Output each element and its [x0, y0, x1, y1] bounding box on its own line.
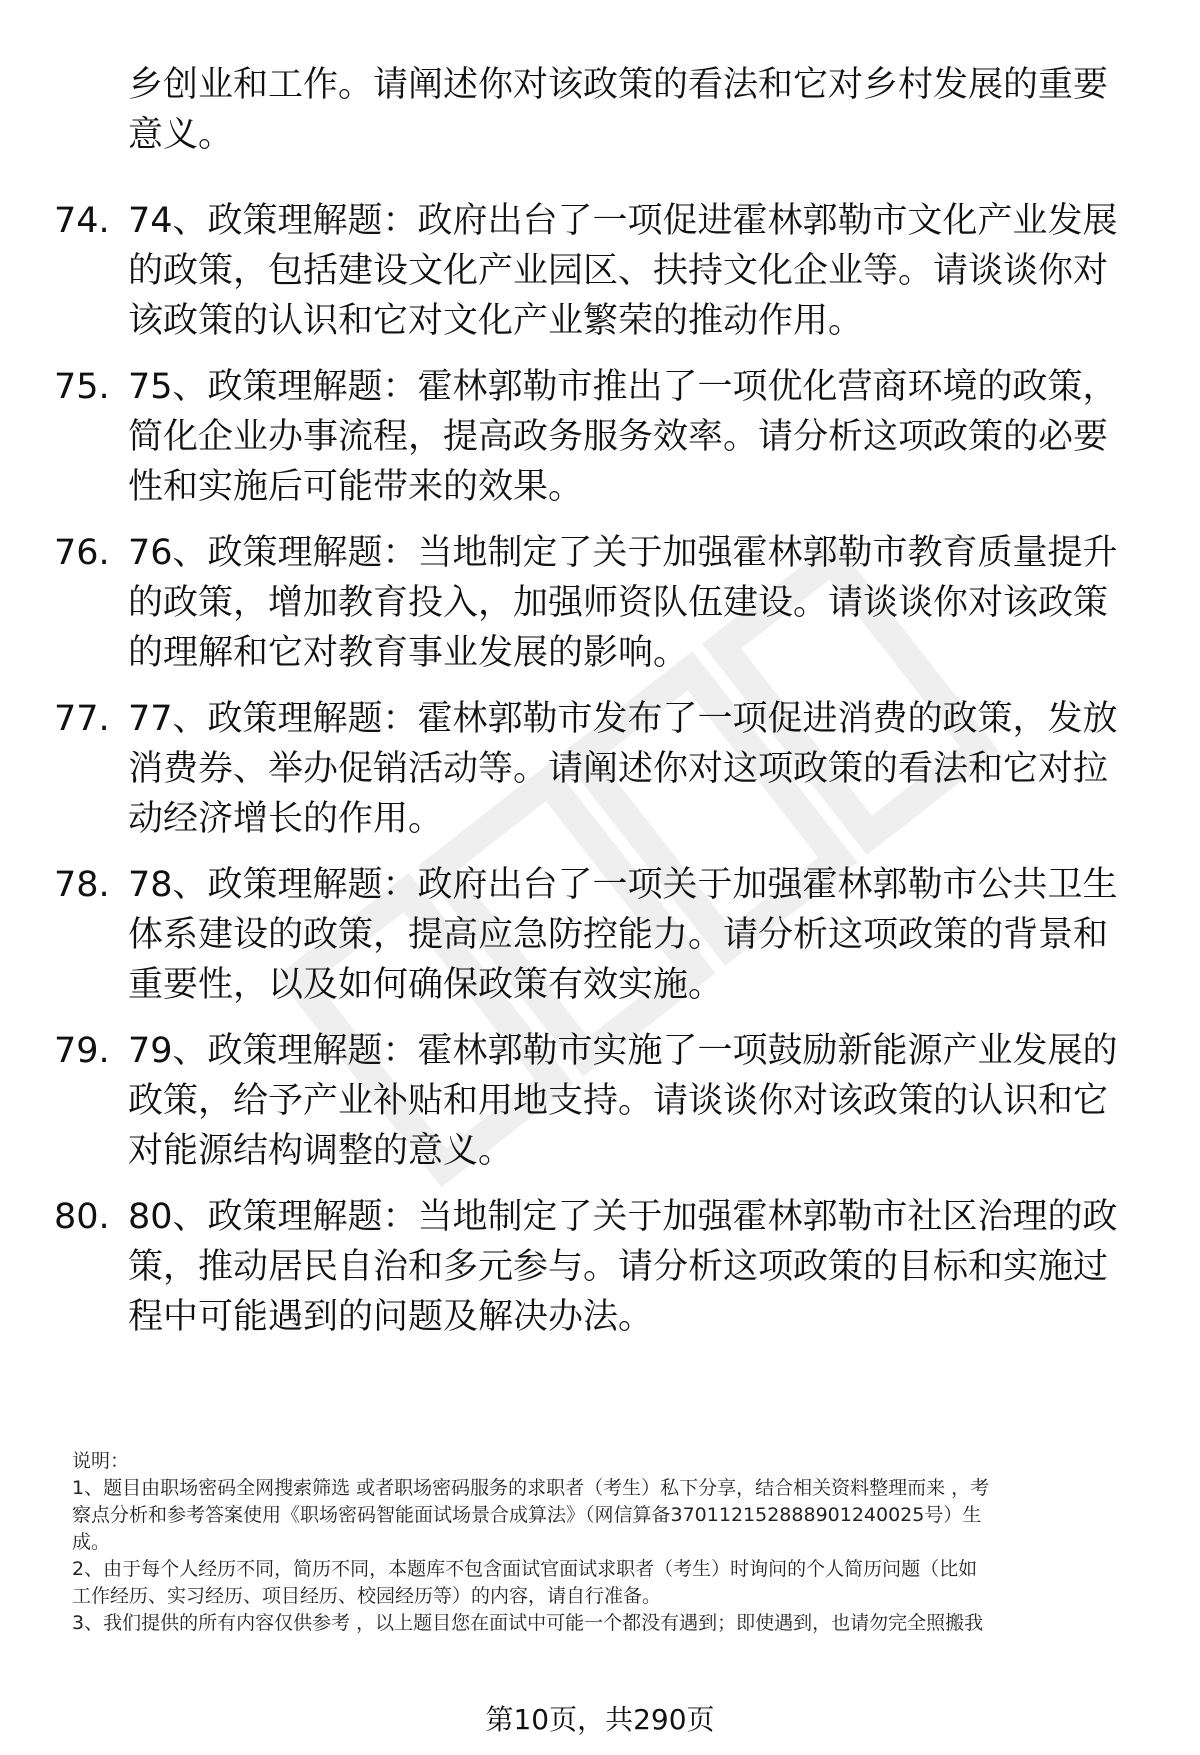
question-number: 75.	[54, 367, 110, 407]
list-item	[0, 528, 1200, 694]
question-number: 80.	[54, 1197, 110, 1237]
list-item	[0, 860, 1200, 1026]
list-item	[0, 196, 1200, 362]
question-text: 74、政策理解题：政府出台了一项促进霍林郭勒市文化产业发展 的政策，包括建设文化产业园区、扶持文化企业等。请谈谈你对 该政策的认识和它对文化产业繁荣的推动作用。	[128, 201, 1118, 341]
question-text: 75、政策理解题：霍林郭勒市推出了一项优化营商环境的政策， 简化企业办事流程，提高政务服务效率。请分析这项政策的必要 性和实施后可能带来的效果。	[128, 367, 1118, 507]
continued-question-text: 乡创业和工作。请阐述你对该政策的看法和它对乡村发展的重要 意义。	[128, 65, 1109, 155]
question-number: 79.	[54, 1031, 110, 1071]
question-list	[0, 196, 1200, 1358]
list-item	[0, 362, 1200, 528]
question-number: 76.	[54, 533, 110, 573]
question-text: 79、政策理解题：霍林郭勒市实施了一项鼓励新能源产业发展的 政策，给予产业补贴和用地支持。请谈谈你对该政策的认识和它 对能源结构调整的意义。	[128, 1031, 1118, 1171]
notes-title: 说明：	[72, 1450, 130, 1472]
question-number: 78.	[54, 865, 110, 905]
note-item: 3、我们提供的所有内容仅供参考 ，以上题目您在面试中可能一个都没有遇到；即使遇到，也请勿完全照搬我	[72, 1612, 984, 1634]
note-item: 2、由于每个人经历不同，简历不同，本题库不包含面试官面试求职者（考生）时询问的个人简历问题（比如 工作经历、实习经历、项目经历、校园经历等）的内容，请自行准备。	[72, 1558, 978, 1607]
list-item	[0, 1192, 1200, 1358]
notes-section	[72, 1448, 1152, 1637]
question-text: 78、政策理解题：政府出台了一项关于加强霍林郭勒市公共卫生 体系建设的政策，提高应急防控能力。请分析这项政策的背景和 重要性，以及如何确保政策有效实施。	[128, 865, 1118, 1005]
list-item	[0, 694, 1200, 860]
question-number: 74.	[54, 201, 110, 241]
question-text: 76、政策理解题：当地制定了关于加强霍林郭勒市教育质量提升 的政策，增加教育投入，加强师资队伍建设。请谈谈你对该政策 的理解和它对教育事业发展的影响。	[128, 533, 1118, 673]
note-item: 1、题目由职场密码全网搜索筛选 或者职场密码服务的求职者（考生）私下分享，结合相关资料整理而来 ，考 察点分析和参考答案使用《职场密码智能面试场景合成算法》（网信算备370112152888901240025号）生 成。	[72, 1477, 990, 1553]
page-number-footer: 第10页，共290页	[485, 1703, 715, 1736]
question-number: 77.	[54, 699, 110, 739]
question-text: 77、政策理解题：霍林郭勒市发布了一项促进消费的政策，发放 消费券、举办促销活动等。请阐述你对这项政策的看法和它对拉 动经济增长的作用。	[128, 699, 1118, 839]
question-text: 80、政策理解题：当地制定了关于加强霍林郭勒市社区治理的政 策，推动居民自治和多元参与。请分析这项政策的目标和实施过 程中可能遇到的问题及解决办法。	[128, 1197, 1118, 1337]
list-item	[0, 1026, 1200, 1192]
